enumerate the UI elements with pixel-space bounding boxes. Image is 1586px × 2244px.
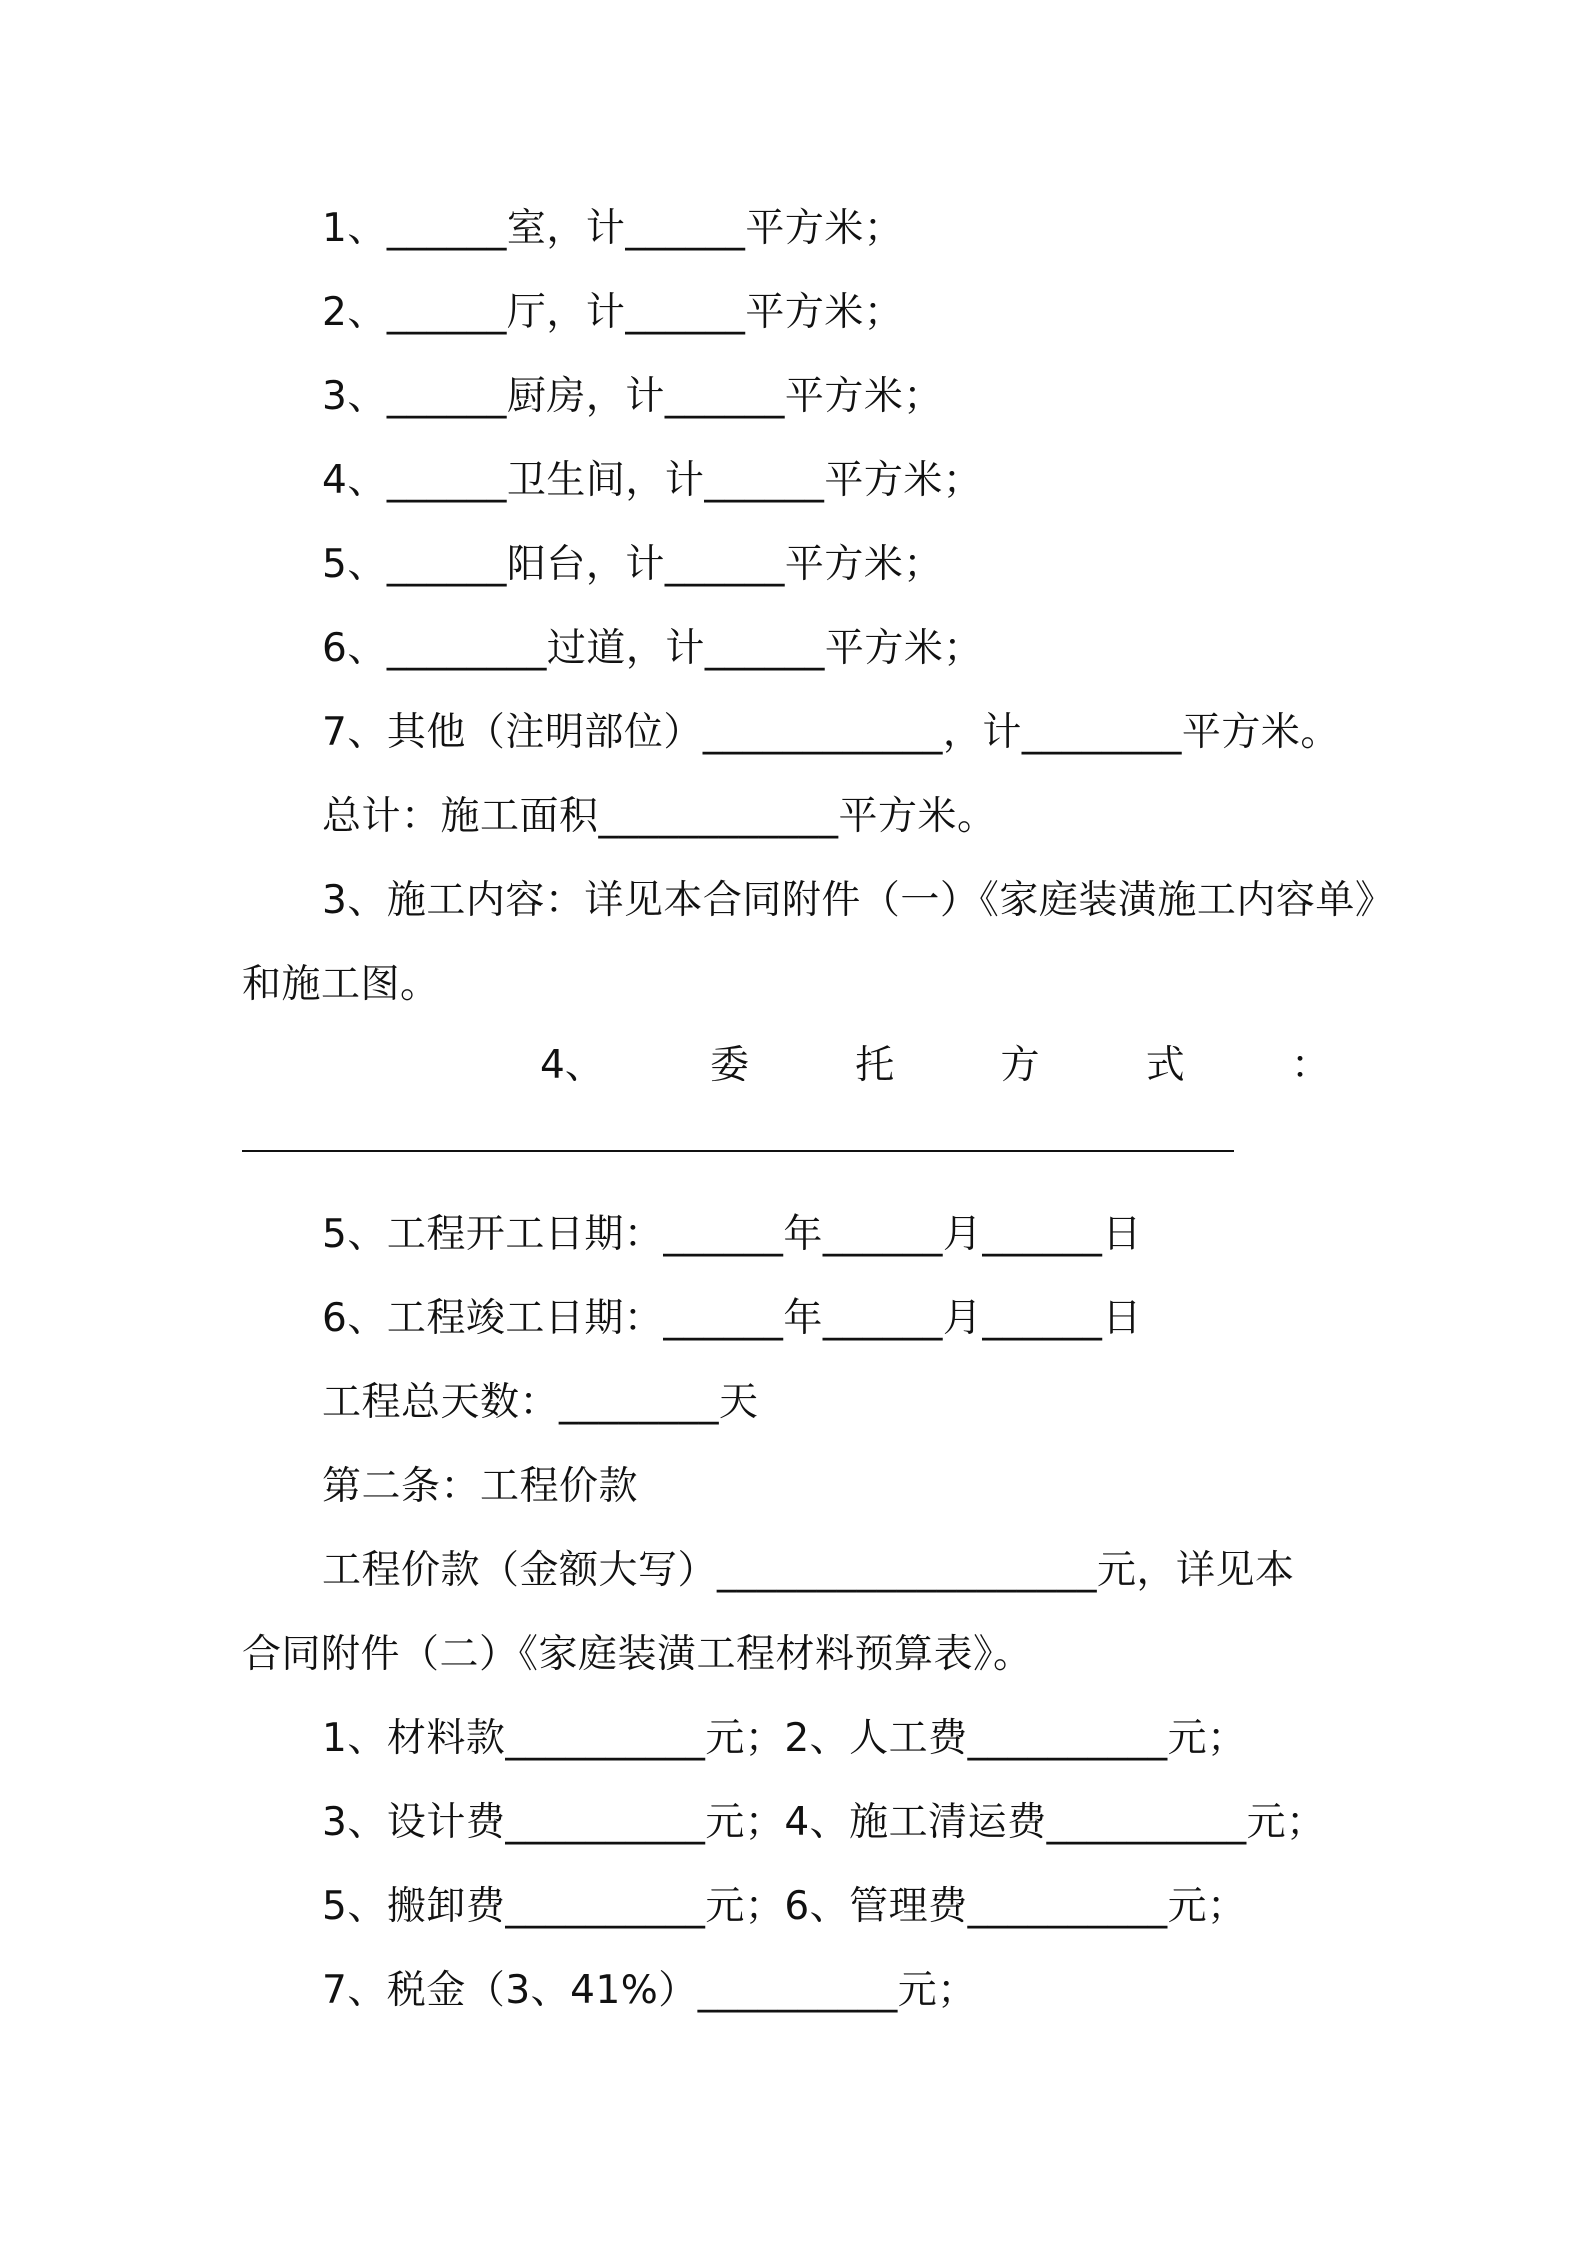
room-line-kitchen: 3、______厨房，计______平方米；	[322, 374, 943, 419]
fee-line-design-cleanup: 3、设计费__________元；4、施工清运费__________元；	[322, 1800, 1326, 1845]
room-line-other: 7、其他（注明部位）____________，计________平方米。	[322, 710, 1340, 755]
article-2-title: 第二条：工程价款	[322, 1464, 639, 1509]
room-line-hall: 2、______厅，计______平方米；	[322, 290, 904, 335]
construction-content-line: 3、施工内容：详见本合同附件（一）《家庭装潢施工内容单》	[322, 878, 1395, 923]
total-days-line: 工程总天数：________天	[322, 1380, 759, 1425]
price-continuation: 合同附件（二）《家庭装潢工程材料预算表》。	[242, 1632, 1033, 1677]
commission-char-4: 式	[1145, 1043, 1185, 1088]
commission-char-2: 托	[855, 1043, 895, 1088]
fee-line-moving-management: 5、搬卸费__________元；6、管理费__________元；	[322, 1884, 1247, 1929]
fee-line-materials-labor: 1、材料款__________元；2、人工费__________元；	[322, 1716, 1247, 1761]
room-line-bathroom: 4、______卫生间，计______平方米；	[322, 458, 983, 503]
commission-char-1: 委	[710, 1043, 750, 1088]
room-line-bedroom: 1、______室，计______平方米；	[322, 206, 904, 251]
total-area-line: 总计：施工面积____________平方米。	[322, 794, 997, 839]
end-date-line: 6、工程竣工日期：______年______月______日	[322, 1296, 1142, 1341]
commission-colon: ：	[1290, 1043, 1330, 1088]
price-line: 工程价款（金额大写）___________________元，详见本	[322, 1548, 1295, 1593]
fee-line-tax: 7、税金（3、41%）__________元；	[322, 1968, 977, 2013]
commission-method-heading	[540, 1041, 1330, 1091]
room-line-corridor: 6、________过道，计______平方米；	[322, 626, 983, 671]
commission-number: 4、	[540, 1043, 604, 1088]
commission-char-3: 方	[1000, 1043, 1040, 1088]
construction-content-continuation: 和施工图。	[242, 962, 440, 1007]
start-date-line: 5、工程开工日期：______年______月______日	[322, 1212, 1142, 1257]
commission-method-blank	[242, 1150, 1234, 1152]
room-line-balcony: 5、______阳台，计______平方米；	[322, 542, 943, 587]
